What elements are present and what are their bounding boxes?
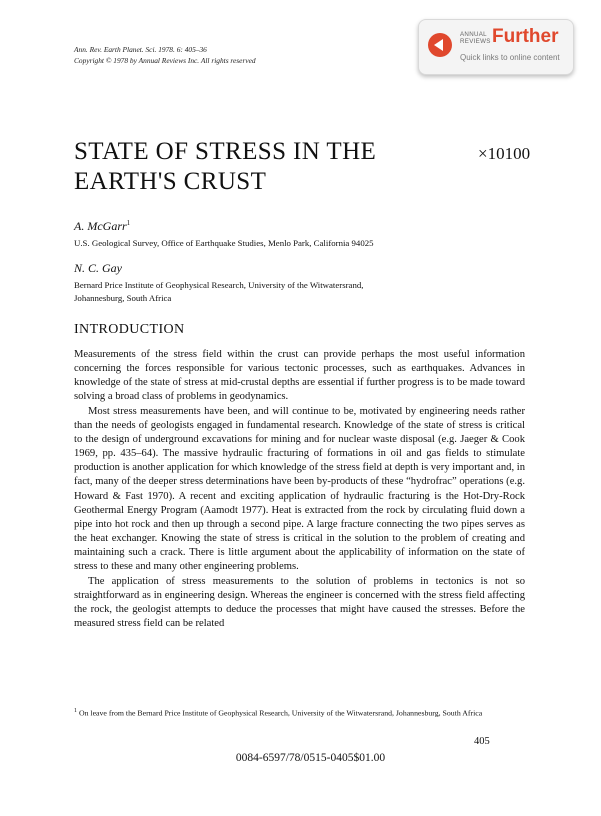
paragraph: Measurements of the stress field within the crust can provide perhaps the most useful information concerning the forces responsible for various tectonic processes, such as earthquakes. Advances in knowledge of the state of stress at mid-crustal depths are essential if further progress is to be made toward solving a broad class of problems in geodynamics.	[74, 349, 525, 403]
title-line-1: STATE OF STRESS IN THE	[74, 138, 377, 165]
section-heading: INTRODUCTION	[74, 322, 185, 337]
issn-code: 0084-6597/78/0515-0405$01.00	[235, 752, 386, 764]
page-number: 405	[474, 736, 490, 747]
author-affiliation: U.S. Geological Survey, Office of Earthquake Studies, Menlo Park, California 94025	[74, 238, 374, 248]
title-line-2: EARTH'S CRUST	[74, 168, 267, 195]
paragraph: Most stress measurements have been, and will continue to be, motivated by engineering needs rather than the needs of geologists engaged in fundamental research. Knowledge of the state of stress is critical to the design of underground excavations for mining and for nuclear waste disposal (e.g. Jaeger & Cook 1969, pp. 435–64). The massive hydraulic fracturing of formations in oil and gas fields to stimulate production is another application for which knowledge of the stress field at depth is very important and, in fact, many of the deeper stress determinations have been by-products of these “hydrofrac” operations (e.g. Howard & Fast 1970). A recent and exciting application of hydraulic fracturing is the Hot-Dry-Rock Geothermal Energy Program (Aamodt 1977). Heat is extracted from the rock by circulating fluid down a pipe into hot rock and then up through a second pipe. A large fracture connecting the two pipes serves as the heat exchanger. Knowing the state of stress is critical in the solution to the problem of creating and maintaining such a crack. There is little argument about the applicability of information on the state of stress to these and many other engineering problems.	[74, 405, 525, 573]
paragraph: The application of stress measurements to the solution of problems in tectonics is not so straightforward as in engineering design. Whereas the engineer is concerned with the stress field affecting the rock, the geologist attempts to deduce the processes that might have caused the stresses. Before the measured stress field can be related	[74, 575, 525, 629]
footnote: $^1$ On leave from the Bernard Price Institute of Geophysical Research, University of the Witwatersrand, Johannesburg, South Africa	[74, 708, 483, 718]
journal-line-2: Copyright © 1978 by Annual Reviews Inc. All rights reserved	[74, 56, 256, 65]
author-name: A. McGarr$^1$	[74, 219, 131, 233]
article-title	[74, 137, 376, 197]
journal-citation	[74, 44, 256, 66]
body-text	[74, 348, 525, 631]
badge-subtitle: Quick links to online content	[460, 53, 560, 62]
badge-annual-reviews: ANNUAL REVIEWS	[460, 31, 491, 45]
further-badge[interactable]	[418, 19, 574, 75]
author-affiliation: Bernard Price Institute of Geophysical Research, University of the Witwatersrand, Johannesburg, South Africa	[74, 280, 364, 303]
journal-line-1: Ann. Rev. Earth Planet. Sci. 1978. 6: 405–36	[74, 45, 207, 54]
badge-further: Further	[492, 26, 559, 47]
reference-number: ×10100	[478, 144, 531, 163]
author-name: N. C. Gay	[74, 261, 122, 275]
play-back-icon	[428, 33, 452, 57]
